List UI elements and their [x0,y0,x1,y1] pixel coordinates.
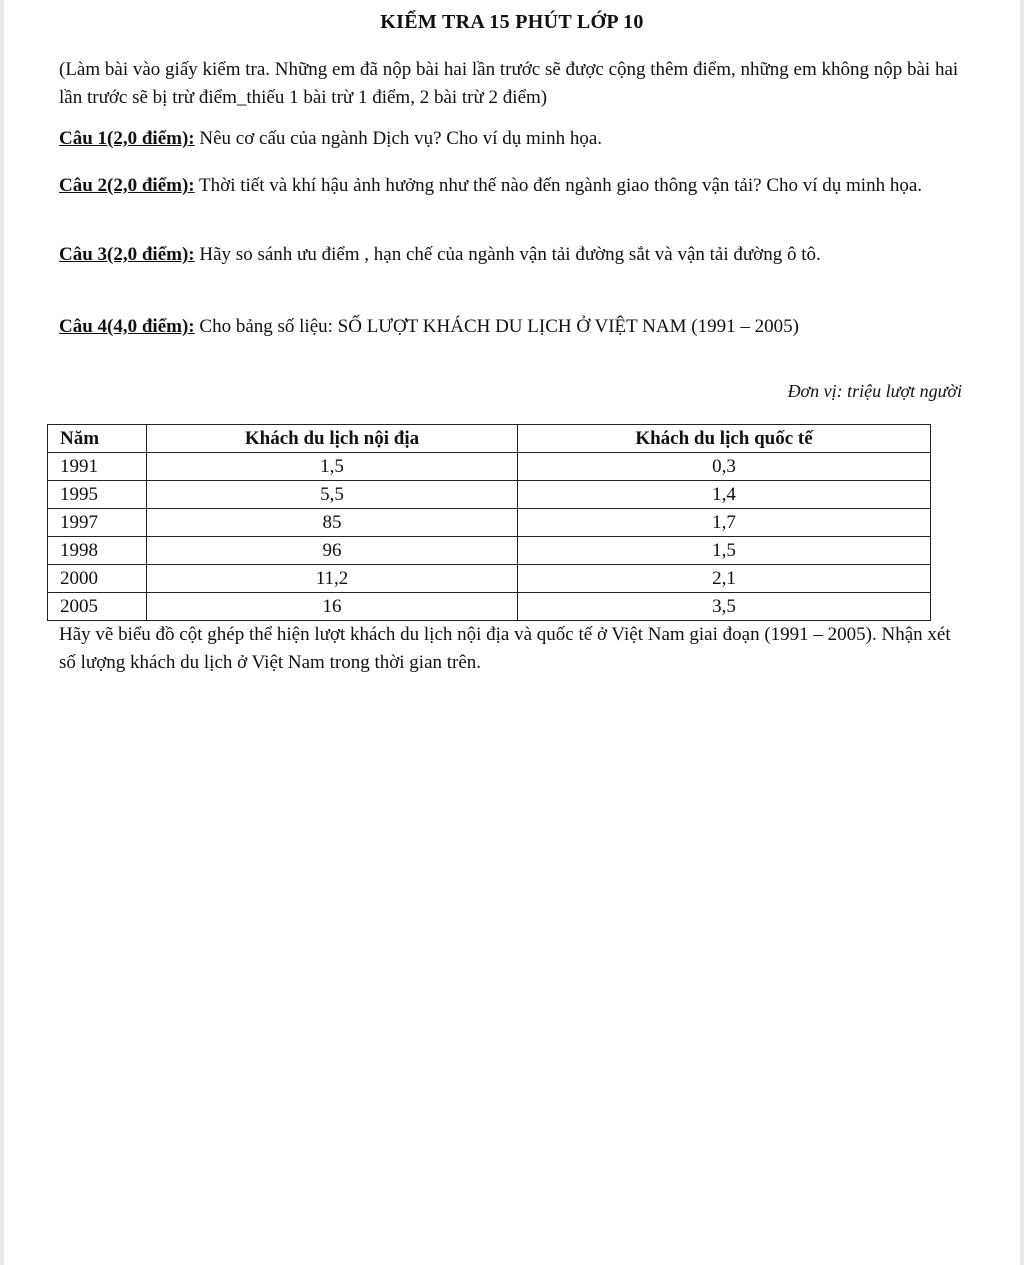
instructions-paragraph: (Làm bài vào giấy kiểm tra. Những em đã nộp bài hai lần trước sẽ được cộng thêm điểm, những em không nộp bài hai lần trước sẽ bị trừ điểm_thiếu 1 bài trừ 1 điểm, 2 bài trừ 2 điểm) [59,59,959,108]
question-3 [59,241,969,269]
cell-year: 1991 [48,453,147,481]
cell-international: 3,5 [518,593,931,621]
question-2-label: Câu 2(2,0 điểm): [59,175,195,196]
cell-year: 1995 [48,481,147,509]
question-2 [59,172,969,200]
table-header-row [48,425,931,453]
cell-international: 2,1 [518,565,931,593]
question-3-text: Hãy so sánh ưu điểm , hạn chế của ngành vận tải đường sắt và vận tải đường ô tô. [194,244,821,265]
cell-international: 1,7 [518,509,931,537]
table-row [48,509,931,537]
table-row [48,537,931,565]
chart-task-paragraph: Hãy vẽ biểu đồ cột ghép thể hiện lượt khách du lịch nội địa và quốc tế ở Việt Nam giai đoạn (1991 – 2005). Nhận xét số lượng khách du lịch ở Việt Nam trong thời gian trên. [59,624,951,673]
cell-year: 1998 [48,537,147,565]
table-row [48,593,931,621]
cell-domestic: 85 [147,509,518,537]
cell-year: 1997 [48,509,147,537]
tourist-data-table [47,424,931,621]
question-1-text: Nêu cơ cấu của ngành Dịch vụ? Cho ví dụ minh họa. [194,128,602,149]
table-row [48,481,931,509]
question-2-text: Thời tiết và khí hậu ảnh hưởng như thế nào đến ngành giao thông vận tải? Cho ví dụ minh họa. [194,175,923,196]
cell-domestic: 16 [147,593,518,621]
cell-domestic: 5,5 [147,481,518,509]
cell-domestic: 96 [147,537,518,565]
cell-domestic: 11,2 [147,565,518,593]
cell-year: 2000 [48,565,147,593]
table-row [48,453,931,481]
question-4-text: Cho bảng số liệu: SỐ LƯỢT KHÁCH DU LỊCH Ở VIỆT NAM (1991 – 2005) [194,316,799,337]
cell-international: 0,3 [518,453,931,481]
header-domestic: Khách du lịch nội địa [147,425,518,453]
unit-note: Đơn vị: triệu lượt người [787,381,962,401]
page-title: KIỂM TRA 15 PHÚT LỚP 10 [380,11,644,33]
cell-year: 2005 [48,593,147,621]
question-1-label: Câu 1(2,0 điểm): [59,128,195,149]
table-row [48,565,931,593]
question-4 [59,313,969,341]
question-4-label: Câu 4(4,0 điểm): [59,316,195,337]
header-international: Khách du lịch quốc tế [518,425,931,453]
page-edge-left [0,0,4,1265]
cell-international: 1,4 [518,481,931,509]
header-year: Năm [48,425,147,453]
cell-domestic: 1,5 [147,453,518,481]
question-1 [59,125,969,153]
page-edge-right [1020,0,1024,1265]
question-3-label: Câu 3(2,0 điểm): [59,244,195,265]
cell-international: 1,5 [518,537,931,565]
